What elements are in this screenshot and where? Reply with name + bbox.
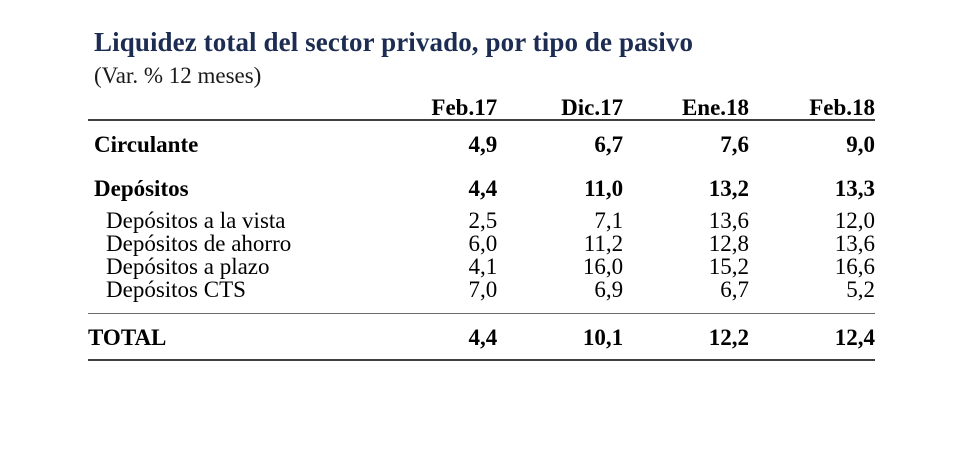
cell-depositos-ene18: 13,2 — [708, 175, 750, 201]
cell-plazo-dic17: 16,0 — [582, 253, 624, 279]
page-subtitle: (Var. % 12 meses) — [94, 63, 262, 89]
cell-circulante-dic17: 6,7 — [594, 131, 624, 157]
row-label-circulante: Circulante — [94, 131, 199, 157]
cell-vista-dic17: 7,1 — [594, 207, 624, 233]
cell-depositos-feb18: 13,3 — [834, 175, 875, 201]
table-row-total — [88, 313, 875, 360]
cell-ahorro-feb18: 13,6 — [834, 230, 875, 256]
cell-cts-feb17: 7,0 — [371, 278, 497, 314]
cell-vista-feb17: 2,5 — [468, 207, 498, 233]
cell-cts-ene18: 6,7 — [623, 278, 749, 314]
cell-plazo-feb17: 4,1 — [468, 253, 498, 279]
column-header-feb18: Feb.18 — [809, 94, 875, 120]
table-row — [88, 209, 875, 232]
table-row — [88, 255, 875, 278]
cell-circulante-ene18: 7,6 — [720, 131, 750, 157]
cell-plazo-feb18: 16,6 — [834, 253, 875, 279]
row-label-depositos-vista: Depósitos a la vista — [106, 207, 286, 233]
cell-total-ene18: 12,2 — [708, 324, 750, 350]
column-header-feb17: Feb.17 — [431, 94, 498, 120]
table-row — [88, 232, 875, 255]
column-header-label — [88, 96, 371, 120]
row-label-depositos-cts: Depósitos CTS — [88, 278, 371, 314]
table-row — [88, 120, 875, 165]
cell-vista-feb18: 12,0 — [834, 207, 875, 233]
cell-plazo-ene18: 15,2 — [708, 253, 750, 279]
column-header-dic17: Dic.17 — [561, 94, 624, 120]
cell-vista-ene18: 13,6 — [708, 207, 750, 233]
cell-ahorro-dic17: 11,2 — [583, 230, 624, 256]
row-label-depositos-plazo: Depósitos a plazo — [106, 253, 270, 279]
cell-circulante-feb18: 9,0 — [846, 131, 875, 157]
table-row — [88, 278, 875, 314]
cell-cts-feb18: 5,2 — [749, 278, 875, 314]
table-header-row — [88, 96, 875, 120]
column-header-ene18: Ene.18 — [681, 94, 750, 120]
row-label-depositos-ahorro: Depósitos de ahorro — [106, 230, 292, 256]
row-label-total: TOTAL — [88, 324, 167, 350]
cell-depositos-dic17: 11,0 — [584, 175, 624, 201]
table-header — [88, 96, 875, 120]
page-title: Liquidez total del sector privado, por tipo de pasivo — [94, 27, 694, 57]
cell-depositos-feb17: 4,4 — [468, 175, 498, 201]
cell-ahorro-ene18: 12,8 — [708, 230, 750, 256]
cell-total-dic17: 10,1 — [582, 324, 624, 350]
liquidity-table — [88, 96, 875, 361]
cell-total-feb18: 12,4 — [834, 324, 875, 350]
cell-ahorro-feb17: 6,0 — [468, 230, 498, 256]
table-row — [88, 165, 875, 209]
cell-cts-dic17: 6,9 — [497, 278, 623, 314]
table-body — [88, 120, 875, 360]
row-label-depositos: Depósitos — [94, 175, 189, 201]
cell-circulante-feb17: 4,9 — [468, 131, 498, 157]
cell-total-feb17: 4,4 — [468, 324, 498, 350]
